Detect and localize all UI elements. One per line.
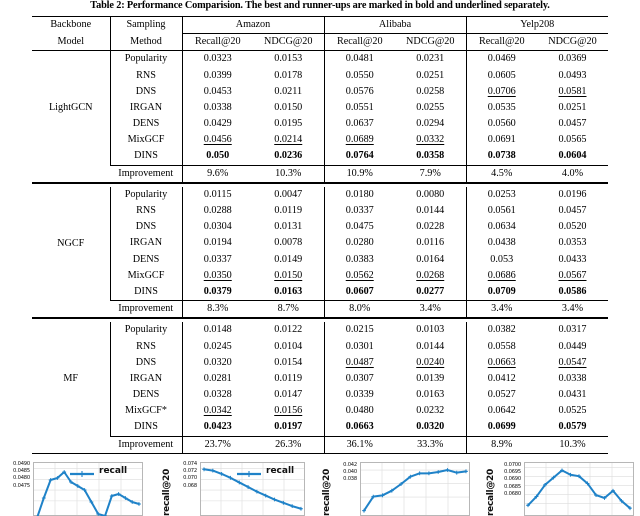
table-row	[32, 371, 608, 387]
table-header-row-2	[32, 34, 608, 51]
table-row	[32, 68, 608, 84]
sampling-method-cell: DINS	[110, 420, 182, 437]
metric-value-cell: 0.0338	[558, 372, 587, 384]
table-row	[32, 100, 608, 116]
metric-value-cell: 0.0164	[395, 252, 466, 268]
chart-0-yticks: 0.0490 0.0485 0.0480 0.0475	[13, 461, 30, 489]
improvement-value-cell: 10.3%	[253, 165, 324, 183]
metric-value-cell: 0.0604	[537, 149, 608, 166]
improvement-row	[32, 165, 608, 183]
sampling-method-cell: IRGAN	[110, 100, 182, 116]
chart-3-ylabel: recall@20	[486, 469, 496, 516]
metric-value-cell: 0.0353	[558, 237, 587, 249]
improvement-value-cell: 4.5%	[466, 165, 537, 183]
metric-value-cell: 0.0642	[487, 405, 516, 417]
header-dataset-1: Alibaba	[324, 17, 466, 34]
metric-value-cell: 0.0764	[324, 149, 395, 166]
metric-value-cell: 0.0551	[345, 101, 374, 113]
metric-value-cell: 0.0535	[487, 101, 516, 113]
metric-value-cell: 0.0562	[345, 269, 374, 281]
table-row	[32, 149, 608, 166]
improvement-value-cell: 33.3%	[395, 436, 466, 453]
metric-value-cell: 0.0307	[345, 372, 374, 384]
metric-value-cell: 0.0163	[395, 387, 466, 403]
chart-1-ylabel: recall@20	[162, 469, 172, 516]
metric-value-cell: 0.0301	[345, 340, 374, 352]
metric-value-cell: 0.0337	[345, 205, 374, 217]
metric-value-cell: 0.0550	[345, 69, 374, 81]
chart-1-legend-label: recall	[266, 466, 295, 476]
metric-value-cell: 0.0245	[203, 340, 232, 352]
table-body	[32, 17, 608, 454]
table-header-row-1	[32, 17, 608, 34]
metric-value-cell: 0.0709	[466, 284, 537, 301]
table-row	[32, 387, 608, 403]
metric-value-cell: 0.0281	[203, 372, 232, 384]
metric-value-cell: 0.0255	[395, 100, 466, 116]
header-metric-5: NDCG@20	[537, 34, 608, 51]
improvement-value-cell: 23.7%	[182, 436, 253, 453]
metric-value-cell: 0.0268	[395, 268, 466, 284]
chart-1-yticks: 0.074 0.072 0.070 0.068	[183, 461, 197, 489]
table-row	[32, 132, 608, 148]
metric-value-cell: 0.0369	[558, 53, 587, 65]
metric-value-cell: 0.0150	[253, 268, 324, 284]
improvement-spacer	[32, 165, 110, 183]
metric-value-cell: 0.0122	[253, 322, 324, 338]
metric-value-cell: 0.0240	[395, 355, 466, 371]
chart-3-plot	[524, 462, 634, 516]
metric-value-cell: 0.0047	[253, 187, 324, 203]
metric-value-cell: 0.0332	[395, 132, 466, 148]
metric-value-cell: 0.0320	[395, 420, 466, 437]
sampling-method-cell: DINS	[110, 149, 182, 166]
header-metric-2: Recall@20	[324, 34, 395, 51]
metric-value-cell: 0.0253	[487, 188, 516, 200]
sampling-method-cell: MixGCF	[110, 268, 182, 284]
metric-value-cell: 0.0579	[537, 420, 608, 437]
metric-value-cell: 0.0576	[345, 85, 374, 97]
sampling-method-cell: MixGCF	[110, 132, 182, 148]
sampling-method-cell: DNS	[110, 219, 182, 235]
metric-value-cell: 0.0382	[487, 324, 516, 336]
sampling-method-cell: Popularity	[110, 322, 182, 338]
table-caption: Table 2: Performance Comparision. The best and runner-ups are marked in bold and underlined separately.	[90, 0, 550, 11]
sampling-method-cell: IRGAN	[110, 235, 182, 251]
metric-value-cell: 0.0383	[345, 253, 374, 265]
chart-0-legend-label: recall	[99, 466, 128, 476]
metric-value-cell: 0.0228	[395, 219, 466, 235]
metric-value-cell: 0.0288	[203, 205, 232, 217]
sampling-method-cell: DENS	[110, 252, 182, 268]
metric-value-cell: 0.0236	[253, 149, 324, 166]
metric-value-cell: 0.0399	[203, 69, 232, 81]
table-row	[32, 403, 608, 419]
sampling-method-cell: DENS	[110, 116, 182, 132]
header-metric-0: Recall@20	[182, 34, 253, 51]
metric-value-cell: 0.053	[490, 253, 514, 265]
sampling-method-cell: DINS	[110, 284, 182, 301]
backbone-label-0: LightGCN	[32, 51, 110, 165]
header-sampling-line1: Sampling	[110, 17, 182, 34]
metric-value-cell: 0.0581	[558, 85, 587, 97]
table-row	[32, 187, 608, 203]
table-row	[32, 51, 608, 68]
metric-value-cell: 0.0251	[395, 68, 466, 84]
metric-value-cell: 0.050	[182, 149, 253, 166]
metric-value-cell: 0.0689	[345, 134, 374, 146]
metric-value-cell: 0.0634	[487, 221, 516, 233]
sampling-method-cell: MixGCF*	[110, 403, 182, 419]
metric-value-cell: 0.0565	[558, 134, 587, 146]
table-row	[32, 284, 608, 301]
chart-0-legend-marker	[69, 469, 95, 479]
metric-value-cell: 0.0131	[253, 219, 324, 235]
metric-value-cell: 0.0431	[558, 389, 587, 401]
header-metric-3: NDCG@20	[395, 34, 466, 51]
metric-value-cell: 0.0691	[487, 134, 516, 146]
metric-value-cell: 0.0231	[395, 51, 466, 68]
metric-value-cell: 0.0637	[345, 118, 374, 130]
header-backbone-line2: Model	[32, 34, 110, 51]
performance-table-container	[32, 16, 608, 454]
table-row	[32, 252, 608, 268]
improvement-spacer	[32, 301, 110, 319]
metric-value-cell: 0.0663	[487, 356, 516, 368]
metric-value-cell: 0.0139	[395, 371, 466, 387]
metric-value-cell: 0.0144	[395, 203, 466, 219]
table-row	[32, 235, 608, 251]
metric-value-cell: 0.0115	[203, 188, 232, 200]
table-row	[32, 339, 608, 355]
metric-value-cell: 0.0456	[203, 134, 232, 146]
metric-value-cell: 0.0525	[558, 405, 587, 417]
metric-value-cell: 0.0078	[253, 235, 324, 251]
sampling-method-cell: DENS	[110, 387, 182, 403]
metric-value-cell: 0.0433	[558, 253, 587, 265]
metric-value-cell: 0.0480	[345, 405, 374, 417]
metric-value-cell: 0.0429	[203, 118, 232, 130]
header-backbone-line1: Backbone	[32, 17, 110, 34]
table-row	[32, 355, 608, 371]
metric-value-cell: 0.0178	[253, 68, 324, 84]
metric-value-cell: 0.0194	[203, 237, 232, 249]
improvement-value-cell: 8.0%	[324, 301, 395, 319]
metric-value-cell: 0.0558	[487, 340, 516, 352]
metric-value-cell: 0.0487	[345, 356, 374, 368]
improvement-value-cell: 4.0%	[537, 165, 608, 183]
table-row	[32, 84, 608, 100]
chart-2-plot	[360, 462, 470, 516]
metric-value-cell: 0.0423	[182, 420, 253, 437]
metric-value-cell: 0.0547	[558, 356, 587, 368]
metric-value-cell: 0.0149	[253, 252, 324, 268]
sampling-method-cell: Popularity	[110, 51, 182, 68]
improvement-row	[32, 301, 608, 319]
metric-value-cell: 0.0453	[203, 85, 232, 97]
header-sampling-line2: Method	[110, 34, 182, 51]
chart-1	[160, 448, 320, 516]
metric-value-cell: 0.0119	[253, 203, 324, 219]
metric-value-cell: 0.0607	[324, 284, 395, 301]
metric-value-cell: 0.0116	[395, 235, 466, 251]
metric-value-cell: 0.0258	[395, 84, 466, 100]
backbone-label-1: NGCF	[32, 187, 110, 301]
metric-value-cell: 0.0567	[558, 269, 587, 281]
improvement-value-cell: 10.9%	[324, 165, 395, 183]
improvement-value-cell: 8.7%	[253, 301, 324, 319]
metric-value-cell: 0.0663	[324, 420, 395, 437]
table-row	[32, 219, 608, 235]
header-dataset-0: Amazon	[182, 17, 324, 34]
improvement-value-cell: 9.6%	[182, 165, 253, 183]
metric-value-cell: 0.0520	[558, 221, 587, 233]
improvement-value-cell: 8.9%	[466, 436, 537, 453]
metric-value-cell: 0.0358	[395, 149, 466, 166]
charts-strip	[0, 448, 640, 516]
metric-value-cell: 0.0605	[487, 69, 516, 81]
metric-value-cell: 0.0195	[253, 116, 324, 132]
metric-value-cell: 0.0412	[487, 372, 516, 384]
metric-value-cell: 0.0350	[203, 269, 232, 281]
metric-value-cell: 0.0337	[203, 253, 232, 265]
metric-value-cell: 0.0338	[203, 101, 232, 113]
metric-value-cell: 0.0215	[345, 324, 374, 336]
metric-value-cell: 0.0180	[345, 188, 374, 200]
chart-0	[0, 448, 160, 516]
metric-value-cell: 0.0144	[395, 339, 466, 355]
table-row	[32, 268, 608, 284]
improvement-label: Improvement	[110, 165, 182, 183]
chart-1-legend-marker	[236, 469, 262, 479]
metric-value-cell: 0.0449	[558, 340, 587, 352]
improvement-label: Improvement	[110, 301, 182, 319]
improvement-value-cell: 10.3%	[537, 436, 608, 453]
metric-value-cell: 0.0156	[253, 403, 324, 419]
header-dataset-2: Yelp208	[466, 17, 608, 34]
metric-value-cell: 0.0103	[395, 322, 466, 338]
sampling-method-cell: RNS	[110, 339, 182, 355]
metric-value-cell: 0.0211	[253, 84, 324, 100]
improvement-value-cell: 3.4%	[537, 301, 608, 319]
metric-value-cell: 0.0317	[558, 324, 587, 336]
header-metric-4: Recall@20	[466, 34, 537, 51]
chart-3-yticks: 0.0700 0.0695 0.0690 0.0685 0.0680	[504, 462, 521, 497]
metric-value-cell: 0.0119	[253, 371, 324, 387]
metric-value-cell: 0.0527	[487, 389, 516, 401]
backbone-label-2: MF	[32, 322, 110, 436]
improvement-value-cell: 3.4%	[395, 301, 466, 319]
metric-value-cell: 0.0699	[466, 420, 537, 437]
sampling-method-cell: IRGAN	[110, 371, 182, 387]
table-row	[32, 420, 608, 437]
metric-value-cell: 0.0277	[395, 284, 466, 301]
metric-value-cell: 0.0197	[253, 420, 324, 437]
metric-value-cell: 0.0232	[395, 403, 466, 419]
metric-value-cell: 0.0738	[466, 149, 537, 166]
metric-value-cell: 0.0104	[253, 339, 324, 355]
metric-value-cell: 0.0686	[487, 269, 516, 281]
metric-value-cell: 0.0493	[558, 69, 587, 81]
metric-value-cell: 0.0154	[253, 355, 324, 371]
header-metric-1: NDCG@20	[253, 34, 324, 51]
metric-value-cell: 0.0251	[558, 101, 587, 113]
metric-value-cell: 0.0304	[203, 221, 232, 233]
sampling-method-cell: RNS	[110, 68, 182, 84]
metric-value-cell: 0.0148	[203, 324, 232, 336]
performance-table	[32, 16, 608, 454]
metric-value-cell: 0.0150	[253, 100, 324, 116]
metric-value-cell: 0.0320	[203, 356, 232, 368]
table-row	[32, 322, 608, 338]
sampling-method-cell: DNS	[110, 84, 182, 100]
metric-value-cell: 0.0379	[182, 284, 253, 301]
metric-value-cell: 0.0469	[487, 53, 516, 65]
metric-value-cell: 0.0153	[253, 51, 324, 68]
metric-value-cell: 0.0323	[203, 53, 232, 65]
metric-value-cell: 0.0481	[345, 53, 374, 65]
metric-value-cell: 0.0294	[395, 116, 466, 132]
metric-value-cell: 0.0196	[558, 188, 587, 200]
sampling-method-cell: RNS	[110, 203, 182, 219]
improvement-value-cell: 3.4%	[466, 301, 537, 319]
table-row	[32, 203, 608, 219]
chart-2-yticks: 0.042 0.040 0.038	[343, 462, 357, 483]
metric-value-cell: 0.0163	[253, 284, 324, 301]
metric-value-cell: 0.0475	[345, 221, 374, 233]
metric-value-cell: 0.0586	[537, 284, 608, 301]
improvement-value-cell: 26.3%	[253, 436, 324, 453]
metric-value-cell: 0.0280	[345, 237, 374, 249]
sampling-method-cell: Popularity	[110, 187, 182, 203]
metric-value-cell: 0.0457	[558, 205, 587, 217]
improvement-value-cell: 36.1%	[324, 436, 395, 453]
chart-2-ylabel: recall@20	[322, 469, 332, 516]
metric-value-cell: 0.0339	[345, 389, 374, 401]
metric-value-cell: 0.0147	[253, 387, 324, 403]
metric-value-cell: 0.0706	[487, 85, 516, 97]
metric-value-cell: 0.0080	[395, 187, 466, 203]
improvement-value-cell: 7.9%	[395, 165, 466, 183]
metric-value-cell: 0.0438	[487, 237, 516, 249]
sampling-method-cell: DNS	[110, 355, 182, 371]
improvement-label: Improvement	[110, 436, 182, 453]
metric-value-cell: 0.0214	[253, 132, 324, 148]
metric-value-cell: 0.0561	[487, 205, 516, 217]
table-row	[32, 116, 608, 132]
metric-value-cell: 0.0560	[487, 118, 516, 130]
metric-value-cell: 0.0457	[558, 118, 587, 130]
metric-value-cell: 0.0342	[203, 405, 232, 417]
metric-value-cell: 0.0328	[203, 389, 232, 401]
chart-2	[320, 448, 480, 516]
chart-3	[480, 448, 640, 516]
improvement-value-cell: 8.3%	[182, 301, 253, 319]
